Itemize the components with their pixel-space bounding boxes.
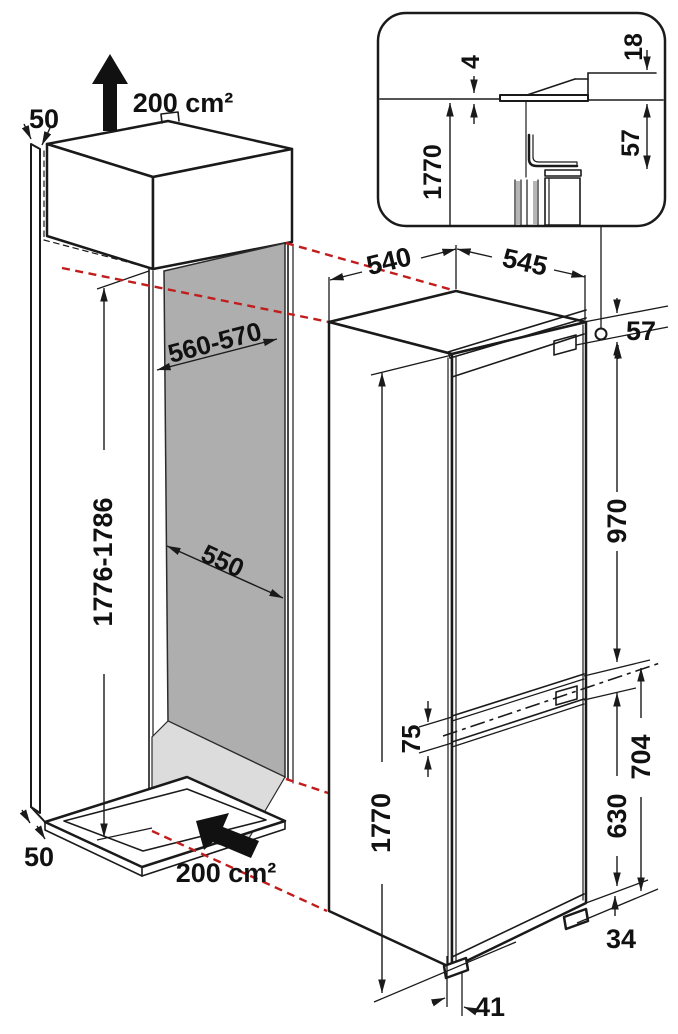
projection-line-bottom-back: [286, 779, 328, 793]
dim-niche-height: 1776-1786: [88, 497, 118, 627]
dim-inset-hinge-clearance: 57: [617, 129, 645, 157]
dim-inset-panel-overlap: 18: [620, 33, 648, 61]
top-trim-bar: [500, 95, 588, 101]
dim-lower-door-height: 630: [602, 793, 632, 839]
gasket-shade: [516, 181, 520, 225]
appliance-left-face: [329, 322, 452, 968]
dim-depth-line: [457, 249, 492, 257]
ext-line: [577, 889, 658, 923]
ext-line: [584, 660, 650, 676]
airflow-up-arrow: [92, 54, 128, 131]
dim-lower-section-height: 704: [626, 734, 656, 780]
dim-wall-clearance-top: 50: [28, 104, 60, 134]
dim-arrow: [37, 826, 45, 839]
dim-depth-line: [554, 270, 585, 277]
dim-width-line: [330, 272, 362, 280]
ext-line: [584, 688, 636, 700]
appliance-front-face: [452, 322, 586, 968]
hinge-plate: [545, 170, 581, 176]
door-section: [545, 178, 580, 225]
hinge-point-marker: [596, 329, 607, 340]
dim-foot-inset: 41: [474, 992, 506, 1022]
ext-line: [97, 271, 149, 289]
vent-area-top-label: 200 cm²: [132, 88, 234, 118]
dim-arrow: [432, 998, 445, 1003]
dim-total-height: 1770: [366, 792, 396, 854]
dim-appliance-depth: 545: [499, 242, 551, 282]
dim-door-gap: 75: [396, 724, 426, 754]
dim-top-hinge-offset: 57: [625, 316, 657, 346]
dim-inset-niche-height: 1770: [419, 144, 447, 200]
niche-side-panel: [164, 243, 285, 777]
dim-niche-width: 560-570: [164, 315, 265, 369]
dim-inset-top-gap: 4: [457, 55, 485, 69]
dim-appliance-width: 540: [363, 241, 415, 282]
dim-upper-door-height: 970: [602, 498, 632, 544]
appliance-drawing: [329, 227, 668, 1016]
niche-drawing: [22, 54, 293, 876]
gasket-shade2: [533, 181, 537, 225]
dim-wall-clearance-bottom: 50: [23, 842, 55, 872]
niche-left-wall: [31, 144, 40, 813]
dim-arrow: [22, 810, 30, 823]
dim-plinth-height: 34: [605, 924, 637, 954]
dim-width-line: [421, 249, 456, 258]
dim-niche-depth: 550: [196, 538, 249, 584]
vent-area-bottom-label: 200 cm²: [175, 858, 277, 888]
